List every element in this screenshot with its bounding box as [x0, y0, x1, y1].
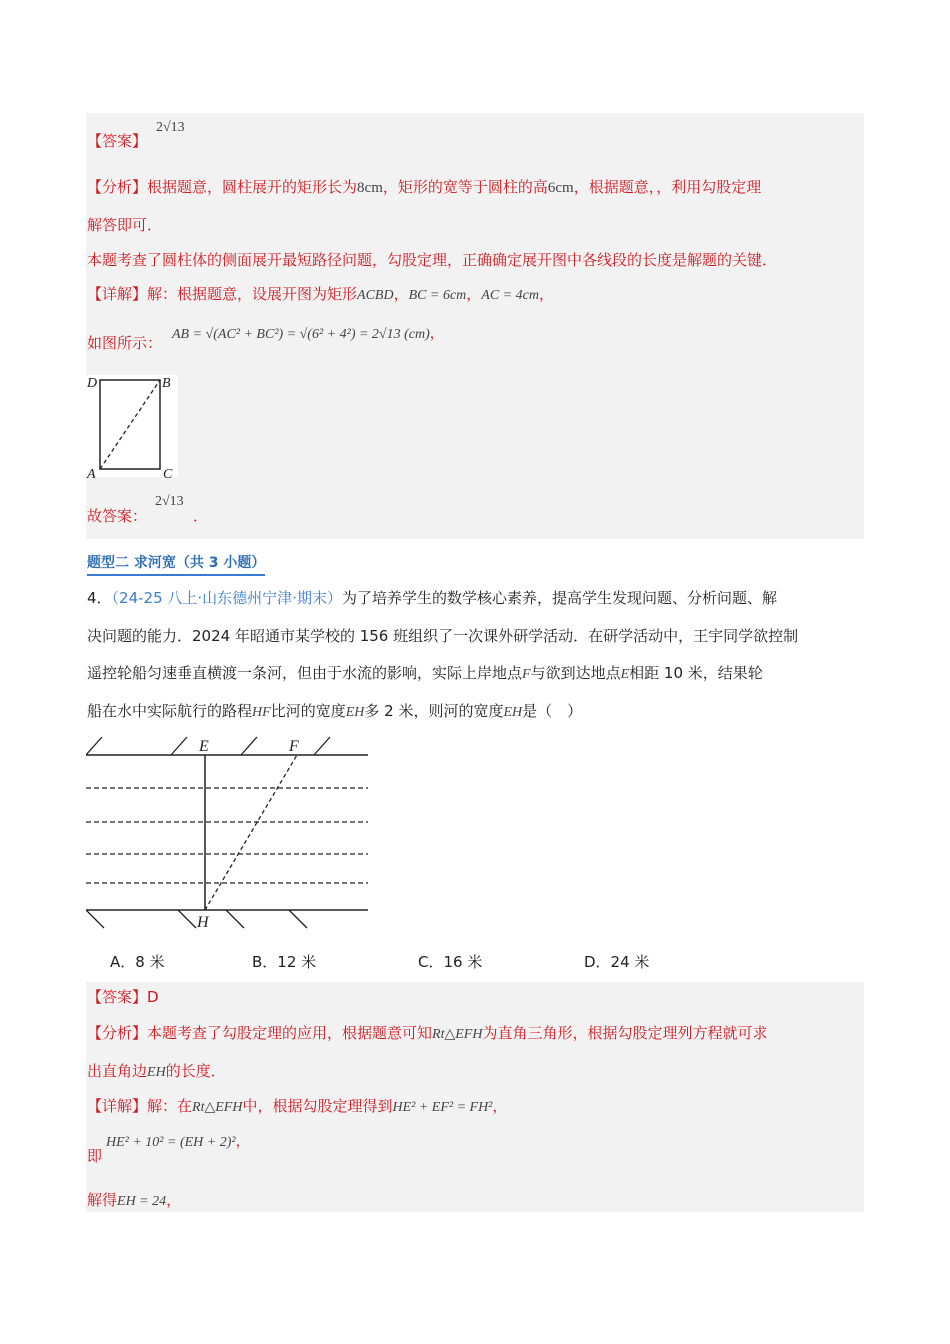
- q3-answer-value: 2√13: [156, 120, 185, 135]
- separator: ，: [166, 1191, 182, 1209]
- choice-c[interactable]: C．16 米: [418, 953, 483, 971]
- bank-hatch: [86, 910, 104, 928]
- question-text: 相距 10 米，结果轮: [629, 664, 763, 682]
- q4-detail-line-3: [87, 1190, 181, 1212]
- label-d: D: [87, 376, 98, 391]
- answer-value: D: [147, 988, 159, 1006]
- detail-math: BC = 6cm: [408, 288, 467, 303]
- detail-math: AC = 4cm: [481, 288, 539, 303]
- label-h: H: [197, 914, 209, 931]
- analysis-text: 出直角边: [87, 1062, 148, 1080]
- q4-stem-line-4: [87, 701, 582, 723]
- detail-text: 即: [87, 1147, 103, 1165]
- q4-answer-line: [87, 987, 159, 1007]
- q4-stem-line-3: [87, 663, 763, 685]
- analysis-text: 的长度．: [165, 1062, 226, 1080]
- point-e: E: [620, 667, 630, 682]
- q3-figure-math: [172, 325, 444, 345]
- label-f: F: [289, 738, 299, 755]
- q3-figure-intro-line: [87, 333, 162, 353]
- separator: ，: [492, 1097, 508, 1115]
- point-f: F: [522, 667, 531, 682]
- separator: ，: [429, 327, 444, 342]
- answer-label: 【答案】: [87, 132, 148, 150]
- pythagoras-equation: AB = √(AC² + BC²) = √(6² + 4²) = 2√13 (cm): [172, 327, 430, 342]
- q4-detail-equation-2: [106, 1133, 250, 1153]
- q3-detail-line: [87, 284, 554, 306]
- river-figure: [86, 733, 376, 933]
- figure-intro: 如图所示：: [87, 334, 163, 352]
- q4-analysis-line-2: [87, 1061, 226, 1083]
- bank-hatch: [241, 737, 257, 755]
- analysis-math: Rt△EFH: [432, 1027, 483, 1042]
- detail-text: 解：在: [147, 1097, 193, 1115]
- detail-equation: HE² + EF² = FH²: [392, 1100, 493, 1115]
- question-text: 比河的宽度: [270, 702, 346, 720]
- detail-text: 解得: [87, 1191, 118, 1209]
- q4-stem-line-2: 决问题的能力．2024 年昭通市某学校的 156 班组织了一次课外研学活动．在研学活动中，王宇同学欲控制: [87, 627, 799, 645]
- detail-text: 中，根据勾股定理得到: [242, 1097, 393, 1115]
- label-a: A: [87, 467, 96, 482]
- segment-eh: EH: [345, 705, 365, 720]
- analysis-label: 【分析】: [87, 178, 148, 196]
- label-b: B: [162, 376, 171, 391]
- detail-label: 【详解】: [87, 285, 148, 303]
- label-e: E: [199, 738, 209, 755]
- question-text: 多 2 米，则河的宽度: [364, 702, 504, 720]
- q3-analysis-line-1: [87, 177, 761, 198]
- detail-math: Rt△EFH: [192, 1100, 243, 1115]
- bank-hatch: [314, 737, 330, 755]
- q4-analysis-line-1: [87, 1023, 767, 1045]
- detail-text: 解：根据题意，设展开图为矩形: [147, 285, 358, 303]
- analysis-text: ，矩形的宽等于圆柱的高: [382, 178, 548, 196]
- detail-equation: EH = 24: [117, 1194, 167, 1209]
- analysis-label: 【分析】: [87, 1024, 148, 1042]
- bank-hatch: [178, 910, 196, 928]
- detail-label: 【详解】: [87, 1097, 148, 1115]
- question-text: 船在水中实际航行的路程: [87, 702, 253, 720]
- label-c: C: [163, 467, 173, 482]
- bank-hatch: [171, 737, 187, 755]
- segment-eh: EH: [503, 705, 523, 720]
- question-number: 4．: [87, 589, 112, 607]
- final-label: 故答案：: [87, 507, 148, 525]
- detail-equation: HE² + 10² = (EH + 2)²: [106, 1135, 236, 1150]
- q3-analysis-line-2: 解答即可．: [87, 216, 163, 234]
- analysis-text: 本题考查了勾股定理的应用，根据题意可知: [147, 1024, 433, 1042]
- detail-math: ACBD: [357, 288, 394, 303]
- analysis-text: 为直角三角形，根据勾股定理列方程就可求: [482, 1024, 768, 1042]
- q4-detail-line-2: [87, 1146, 102, 1166]
- bank-hatch: [226, 910, 244, 928]
- analysis-text: ，根据题意，，利用勾股定理: [573, 178, 762, 196]
- q4-detail-line-1: [87, 1096, 507, 1118]
- analysis-math: 6cm: [547, 180, 574, 196]
- bank-hatch: [289, 910, 307, 928]
- q3-summary: 本题考查了圆柱体的侧面展开最短路径问题，勾股定理，正确确定展开图中各线段的长度是解题的关键．: [87, 251, 778, 269]
- analysis-math: 8cm: [357, 180, 383, 196]
- question-text: 为了培养学生的数学核心素养，提高学生发现问题、分析问题、解: [341, 589, 777, 607]
- segment-hf-line: [205, 755, 297, 910]
- q3-final-end: ．: [193, 507, 209, 525]
- question-text: 与欲到达地点: [530, 664, 621, 682]
- separator: ，: [466, 285, 482, 303]
- segment-hf: HF: [252, 705, 271, 720]
- separator: ，: [393, 285, 409, 303]
- question-source: （24-25 八上·山东德州宁津·期末）: [111, 589, 342, 607]
- q4-stem-line-1: [87, 588, 777, 608]
- rectangle-figure: [86, 370, 181, 482]
- analysis-text: 根据题意，圆柱展开的矩形长为: [147, 178, 358, 196]
- question-text: 是（ ）: [522, 702, 583, 720]
- choice-a[interactable]: A．8 米: [110, 953, 165, 971]
- choice-b[interactable]: B．12 米: [252, 953, 317, 971]
- q3-final-line: [87, 506, 147, 526]
- analysis-math: EH: [147, 1065, 166, 1080]
- separator: ，: [538, 285, 554, 303]
- answer-label: 【答案】: [87, 988, 148, 1006]
- q3-answer-line: [87, 131, 147, 151]
- question-text: 遥控轮船匀速垂直横渡一条河，但由于水流的影响，实际上岸地点: [87, 664, 523, 682]
- separator: ，: [235, 1135, 250, 1150]
- section-heading: 题型二 求河宽（共 3 小题）: [87, 553, 265, 576]
- bank-hatch: [86, 737, 102, 755]
- q3-final-value: 2√13: [155, 494, 184, 509]
- choice-d[interactable]: D．24 米: [584, 953, 650, 971]
